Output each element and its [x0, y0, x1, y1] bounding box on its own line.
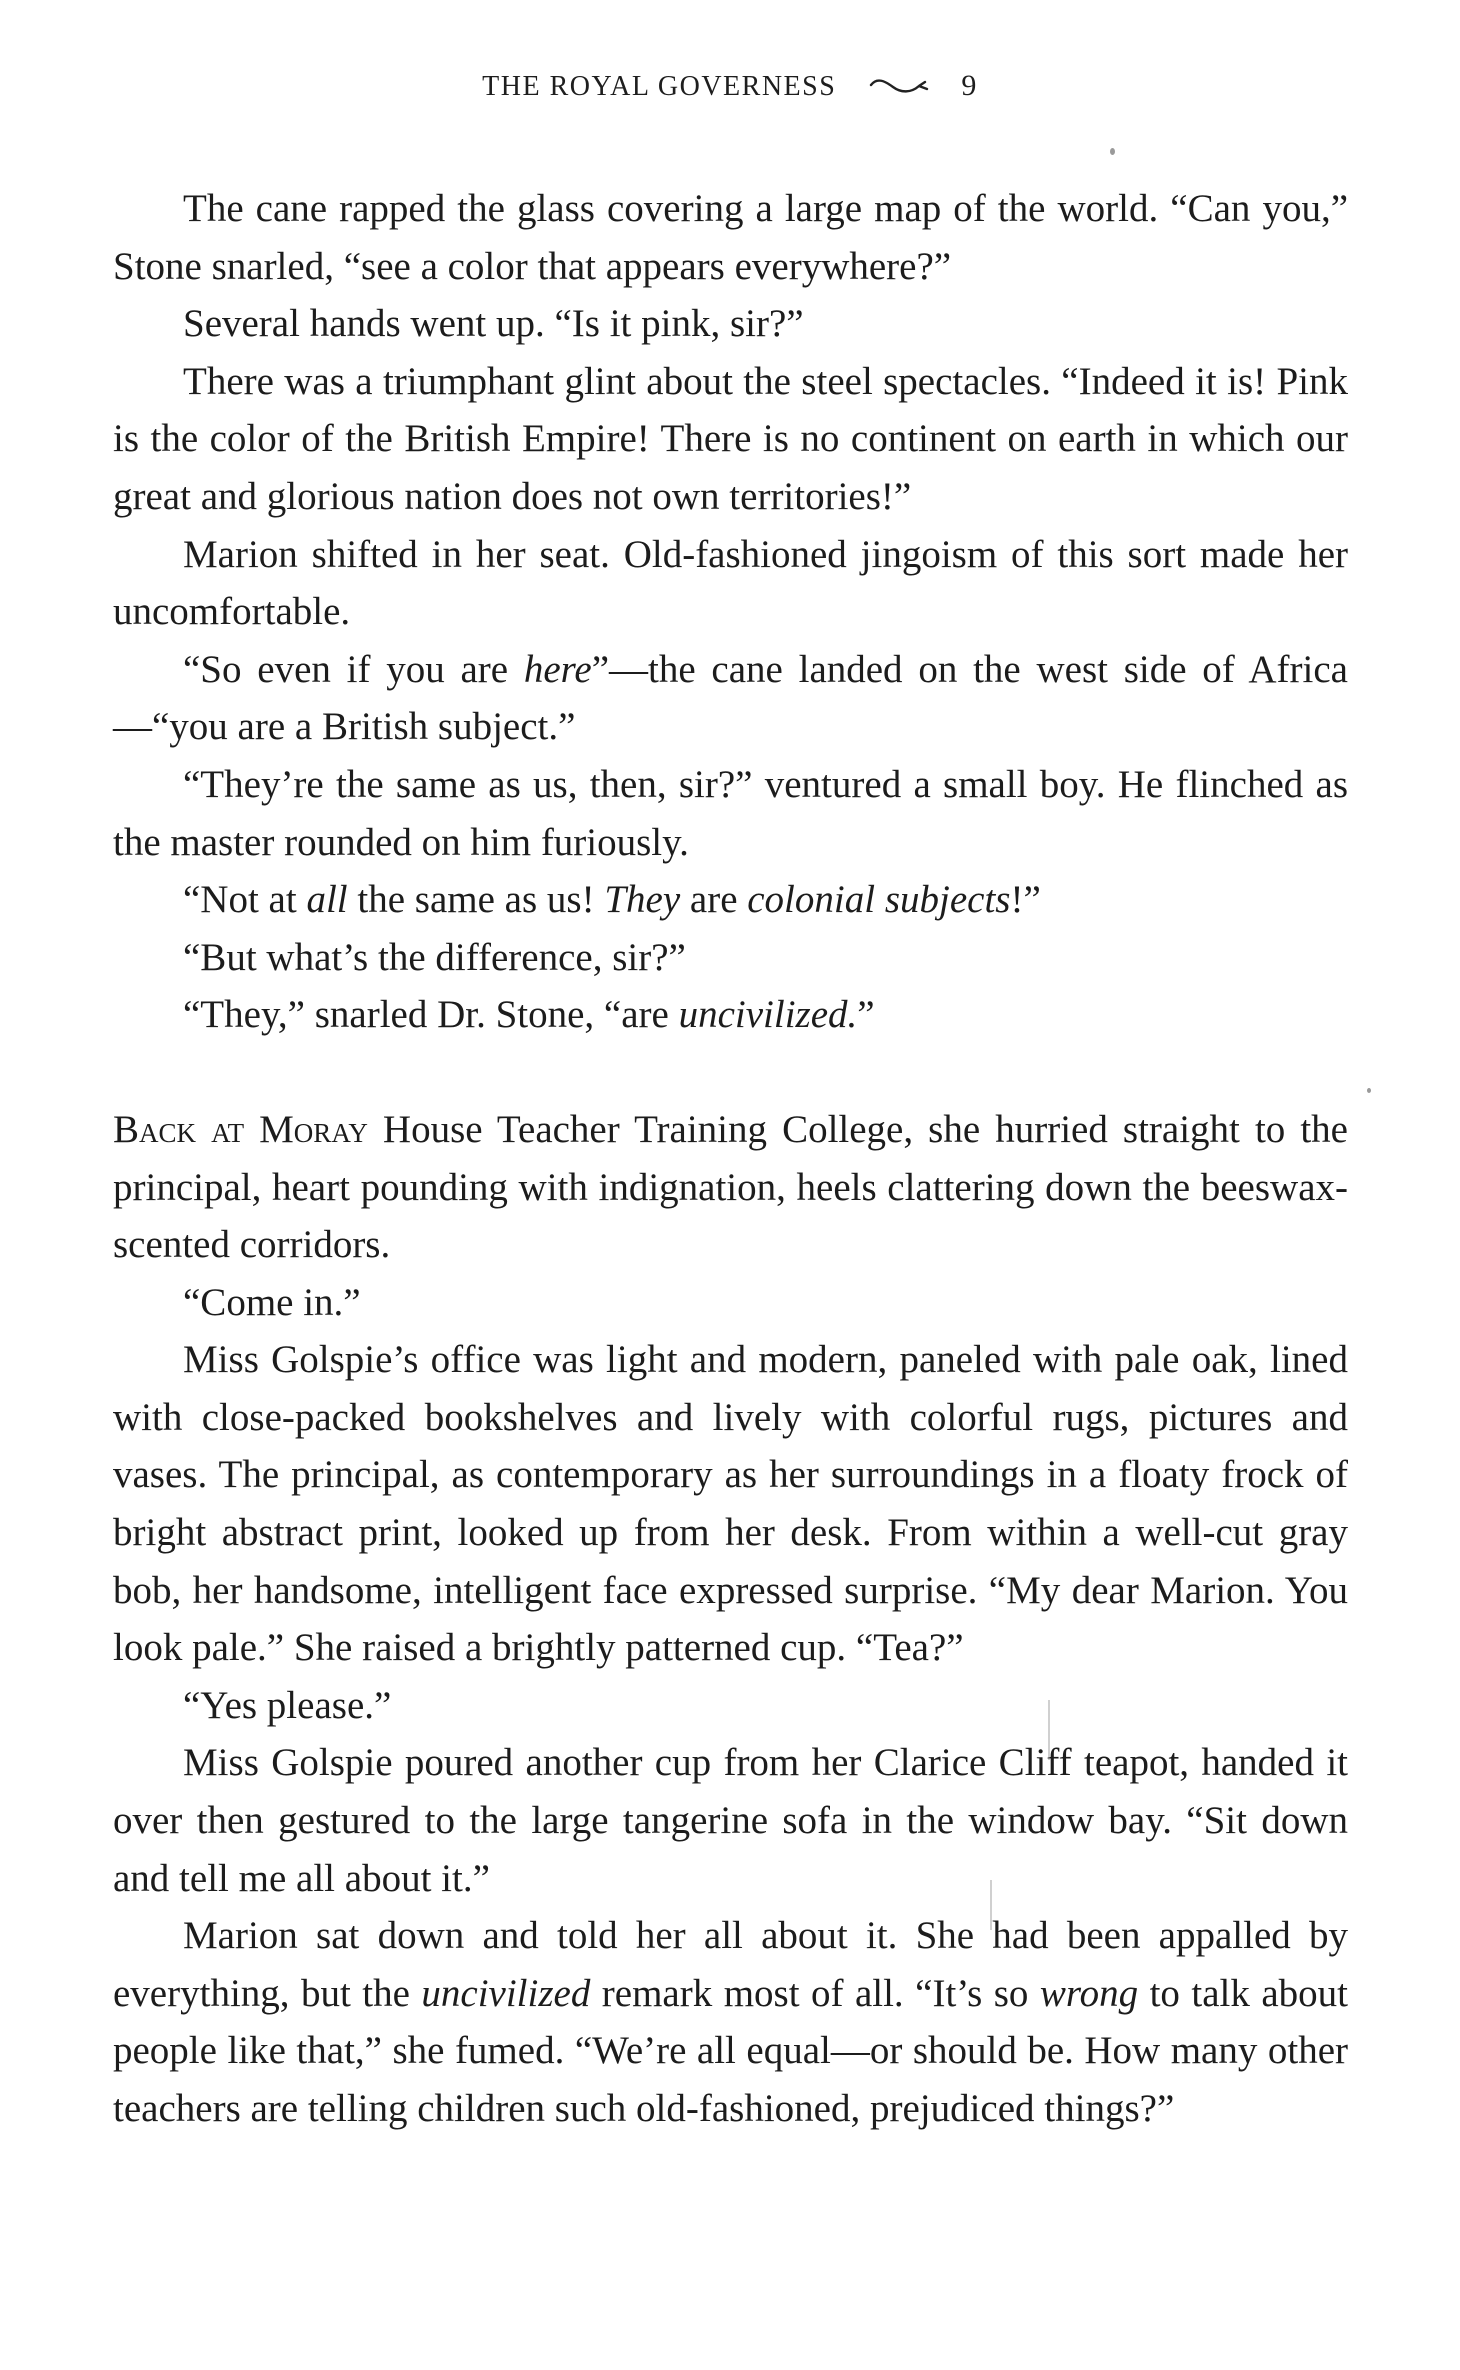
text-run: Marion sat down and told her all about it. She had been appalled by everything, but the	[113, 1914, 1348, 2015]
paragraph: Several hands went up. “Is it pink, sir?”	[183, 302, 804, 346]
italic-run: uncivilized	[421, 1971, 591, 2015]
paragraph: Miss Golspie poured another cup from her Clarice Cliff teapot, handed it over then gestured to the large tangerine sofa in the window bay. “Sit down and tell me all about it.”	[113, 1741, 1348, 1900]
paragraph	[113, 1907, 1348, 2137]
paragraph	[113, 641, 1348, 756]
paragraph: There was a triumphant glint about the steel spectacles. “Indeed it is! Pink is the color of the British Empire! There is no continent on earth in which our great and glorious nation does not own territories!”	[113, 359, 1348, 518]
paragraph	[113, 1101, 1348, 1274]
text-run: “So even if you are	[183, 647, 524, 691]
paragraph: “Yes please.”	[183, 1683, 392, 1727]
text-run: “Not at	[183, 878, 307, 922]
italic-run: here	[523, 647, 592, 691]
paragraph: “But what’s the difference, sir?”	[183, 935, 686, 979]
italic-run: They	[604, 878, 681, 922]
book-title: THE ROYAL GOVERNESS	[482, 71, 837, 102]
scan-speck	[1367, 1088, 1371, 1093]
text-run: ”—the cane landed on the west side of Africa—“you are a British subject.”	[113, 647, 1348, 749]
text-run: remark most of all. “It’s so	[590, 1971, 1040, 2015]
section-break	[113, 1044, 1348, 1101]
text-run: to talk about people like that,” she fumed. “We’re all equal—or should be. How many other teachers are telling children such old-fashioned, prejudiced things?”	[113, 1971, 1348, 2130]
text-run: the same as us!	[347, 878, 605, 922]
italic-run: uncivilized.	[678, 993, 858, 1037]
text-run: ”	[857, 993, 875, 1037]
italic-run: colonial subjects	[747, 878, 1011, 922]
paragraph: “They’re the same as us, then, sir?” ventured a small boy. He flinched as the master rounded on him furiously.	[113, 762, 1348, 864]
text-run: House Teacher Training College, she hurried straight to the principal, heart pounding with indignation, heels clattering down the beeswax-scented corridors.	[113, 1107, 1348, 1267]
text-run: “They,” snarled Dr. Stone, “are	[183, 993, 679, 1037]
paragraph: The cane rapped the glass covering a large map of the world. “Can you,” Stone snarled, “see a color that appears everywhere?”	[113, 187, 1348, 288]
paragraph: Miss Golspie’s office was light and modern, paneled with pale oak, lined with close-packed bookshelves and lively with colorful rugs, pictures and vases. The principal, as contemporary as her surroundings in a floaty frock of bright abstract print, looked up from her desk. From within a well-cut gray bob, her handsome, intelligent face expressed surprise. “My dear Marion. You look pale.” She raised a brightly patterned cup. “Tea?”	[113, 1338, 1348, 1670]
paragraph: “Come in.”	[183, 1280, 361, 1324]
paragraph: Marion shifted in her seat. Old-fashioned jingoism of this sort made her uncomfortable.	[113, 532, 1348, 634]
swash-ornament-icon	[867, 71, 931, 107]
paragraph	[113, 871, 1348, 929]
page-number: 9	[961, 69, 978, 102]
text-run: !”	[1010, 878, 1041, 922]
italic-run: wrong	[1039, 1971, 1139, 2015]
scan-streak	[1048, 1700, 1050, 1760]
body-text	[113, 180, 1348, 2138]
running-head	[0, 68, 1460, 107]
scan-speck	[1110, 148, 1115, 155]
scan-streak	[990, 1880, 992, 1930]
small-caps-lead-in: Back at Moray	[113, 1107, 368, 1151]
italic-run: all	[306, 878, 348, 922]
text-run: are	[680, 878, 748, 922]
paragraph	[113, 986, 1348, 1044]
